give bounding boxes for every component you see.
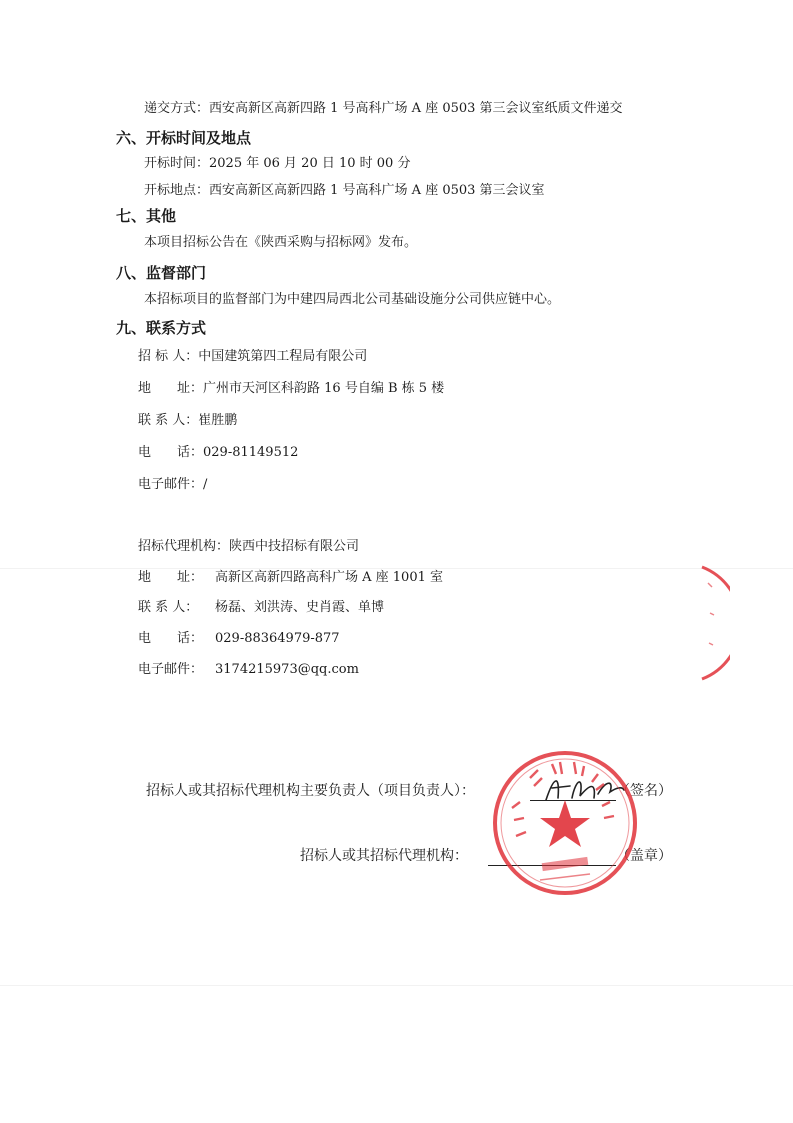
agency-email-value: 3174215973@qq.com [215,662,359,677]
agency-phone-value: 029-88364979-877 [215,631,340,646]
tenderer-address [138,380,444,398]
agency-contact [138,599,384,617]
section6-heading: 六、开标时间及地点 [116,129,252,147]
tenderer-contact-label: 联 系 人： [138,413,199,428]
delivery-value: 西安高新区高新四路 1 号高科广场 A 座 0503 第三会议室纸质文件递交 [209,101,623,116]
partial-seal-stamp [700,563,730,683]
delivery-label: 递交方式： [144,101,210,116]
opening-time [144,155,410,173]
scan-line-bottom [0,985,793,986]
tenderer-phone-value: 029-81149512 [203,445,299,460]
section7-text: 本项目招标公告在《陕西采购与招标网》发布。 [144,235,418,250]
opening-time-value: 2025 年 06 月 20 日 10 时 00 分 [209,156,411,171]
agency-contact-value: 杨磊、刘洪涛、史肖霞、单博 [215,600,385,615]
agency-name [138,538,359,556]
section7-heading: 七、其他 [116,207,177,225]
delivery-method [144,100,623,118]
agency-contact-label: 联 系 人： [138,600,199,615]
agency-email-label: 电子邮件： [138,662,204,677]
tenderer-contact-value: 崔胜鹏 [198,413,238,428]
signature-line-2 [300,847,468,865]
agency-name-value: 陕西中技招标有限公司 [229,539,360,554]
tenderer-name-value: 中国建筑第四工程局有限公司 [198,349,368,364]
section8-heading: 八、监督部门 [116,264,207,282]
agency-address-value: 高新区高新四路高科广场 A 座 1001 室 [215,570,444,585]
agency-phone [138,630,340,648]
tenderer-phone [138,444,298,462]
signature-line-1 [146,782,475,800]
opening-time-label: 开标时间： [144,156,210,171]
tenderer-name-label: 招 标 人： [138,349,199,364]
company-seal-stamp [490,748,640,898]
agency-address-label: 地 址： [138,570,204,585]
agency-address [138,569,443,587]
tenderer-address-value: 广州市天河区科韵路 16 号自编 B 栋 5 楼 [203,381,445,396]
opening-place-label: 开标地点： [144,183,210,198]
agency-email [138,661,359,679]
tenderer-email-label: 电子邮件： [138,477,204,492]
section8-text: 本招标项目的监督部门为中建四局西北公司基础设施分公司供应链中心。 [144,292,561,307]
signature-line1-text: 招标人或其招标代理机构主要负责人（项目负责人）： [146,783,475,799]
tenderer-email [138,476,207,494]
opening-place-value: 西安高新区高新四路 1 号高科广场 A 座 0503 第三会议室 [209,183,545,198]
signature-line2-text: 招标人或其招标代理机构： [300,848,468,864]
tenderer-contact [138,412,237,430]
tenderer-phone-label: 电 话： [138,445,204,460]
tenderer-address-label: 地 址： [138,381,204,396]
section9-heading: 九、联系方式 [116,319,207,337]
tenderer-name [138,348,367,366]
opening-place [144,182,545,200]
agency-name-label: 招标代理机构： [138,539,230,554]
signature-suffix: （签名） [616,783,672,799]
agency-phone-label: 电 话： [138,631,204,646]
stamp-suffix: （盖章） [616,848,672,864]
tenderer-email-value: / [203,477,208,492]
